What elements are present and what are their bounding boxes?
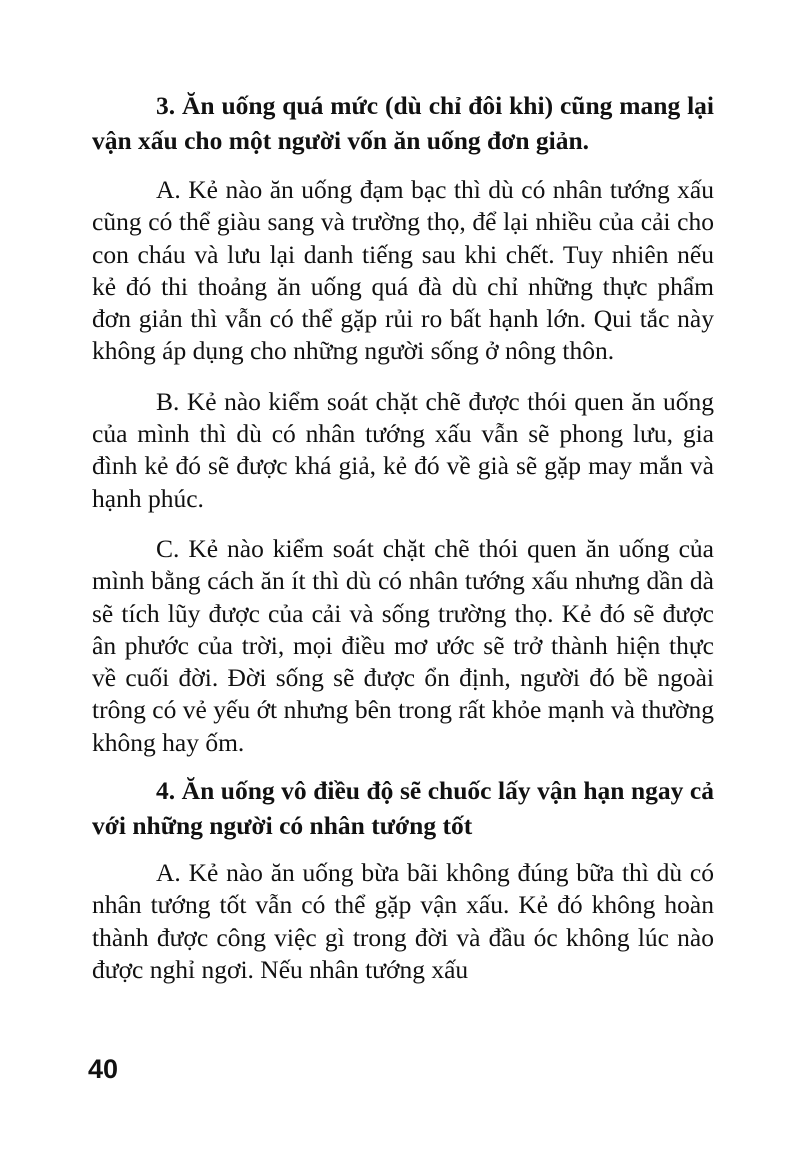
section-3-paragraph-a: A. Kẻ nào ăn uống đạm bạc thì dù có nhân tướng xấu cũng có thể giàu sang và trường thọ, để lại nhiều của cải cho con cháu và lưu lại danh tiếng sau khi chết. Tuy nhiên nếu kẻ đó thi thoảng ăn uống quá đà dù chỉ những thực phẩm đơn giản thì vẫn có thể gặp rủi ro bất hạnh lớn. Qui tắc này không áp dụng cho những người sống ở nông thôn. <box>92 175 714 366</box>
page-body <box>92 88 714 986</box>
section-3-paragraph-b: B. Kẻ nào kiểm soát chặt chẽ được thói quen ăn uống của mình thì dù có nhân tướng xấu vẫn sẽ phong lưu, gia đình kẻ đó sẽ được khá giả, kẻ đó về già sẽ gặp may mắn và hạnh phúc. <box>92 386 714 513</box>
section-4-heading: 4. Ăn uống vô điều độ sẽ chuốc lấy vận hạn ngay cả với những người có nhân tướng tốt <box>92 776 714 841</box>
section-3-paragraph-c: C. Kẻ nào kiểm soát chặt chẽ thói quen ăn uống của mình bằng cách ăn ít thì dù có nhân tướng xấu nhưng dần dà sẽ tích lũy được của cải và sống trường thọ. Kẻ đó sẽ được ân phước của trời, mọi điều mơ ước sẽ trở thành hiện thực về cuối đời. Đời sống sẽ được ổn định, người đó bề ngoài trông có vẻ yếu ớt nhưng bên trong rất khỏe mạnh và thường không hay ốm. <box>92 533 714 757</box>
section-3-heading: 3. Ăn uống quá mức (dù chỉ đôi khi) cũng mang lại vận xấu cho một người vốn ăn uống đơn giản. <box>92 91 714 155</box>
section-4-paragraph-a: A. Kẻ nào ăn uống bừa bãi không đúng bữa thì dù có nhân tướng tốt vẫn có thể gặp vận xấu. Kẻ đó không hoàn thành được công việc gì trong đời và đầu óc không lúc nào được nghỉ ngơi. Nếu nhân tướng xấu <box>92 858 714 984</box>
page-number: 40 <box>88 1054 119 1084</box>
